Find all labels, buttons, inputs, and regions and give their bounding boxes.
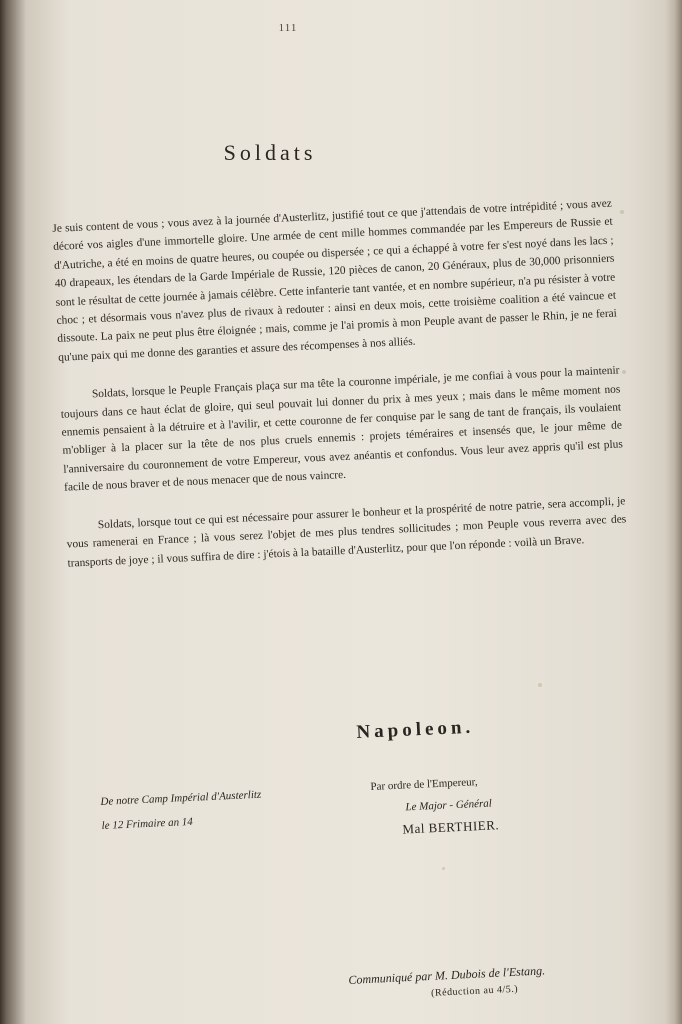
page-number: 111	[278, 22, 298, 34]
camp-line-1: De notre Camp Impérial d'Austerlitz	[100, 788, 262, 808]
page-title: Soldats	[223, 140, 317, 165]
paper-spot	[620, 210, 624, 214]
order-line-1: Par ordre de l'Empereur,	[370, 776, 478, 793]
order-block	[370, 766, 593, 842]
paper-spot	[538, 683, 542, 687]
camp-line-2: le 12 Frimaire an 14	[101, 815, 194, 832]
paper-spot	[622, 370, 626, 374]
order-line-3: Mal BERTHIER.	[402, 817, 500, 837]
proclamation-text	[52, 195, 628, 593]
order-line-2: Le Major - Général	[405, 797, 493, 814]
signature-napoleon: Napoleon.	[356, 716, 475, 743]
page-edge	[664, 0, 682, 1024]
paragraph-3: Soldats, lorsque tout ce qui est nécessaire pour assurer le bonheur et la prospérité de notre patrie, sera accompli, je vous ramenerai en France ; là vous serez l'objet de mes plus tendres sollicitudes ; mon Peuple vous reverra avec des transports de joye ; il vous suffira de dire : j'étois à la bataille d'Austerlitz, pour que l'on réponde : voilà un Brave.	[66, 494, 627, 570]
credit-line-1: Communiqué par M. Dubois de l'Estang.	[348, 963, 546, 987]
paragraph-1: Je suis content de vous ; vous avez à la journée d'Austerlitz, justifié tout ce que j'attendais de votre intrépidité ; vous avez décoré vos aigles d'une immortelle gloire. Une armée de cent mille hommes commandée par les Empereurs de Russie et d'Autriche, a été en moins de quatre heures, ou coupée ou dispersée ; ce qui a échappé à votre fer s'est noyé dans les lacs ; 40 drapeaux, les étendars de la Garde Impériale de Russie, 120 pièces de canon, 20 Généraux, plus de 30,000 prisonniers sont le résultat de cette journée à jamais célèbre. Cette infanterie tant vantée, et en nombre supérieur, n'a pu résister à votre choc ; et désormais vous n'avez plus de rivaux à redouter : ainsi en deux mois, cette troisième coalition a été vaincue et dissoute. La paix ne peut plus être éloignée ; mais, comme je l'ai promis à mon Peuple avant de passer le Rhin, je ne ferai qu'une paix qui me donne des garanties et assure des récompenses à nos alliés.	[52, 197, 618, 364]
paper-spot	[442, 867, 445, 870]
paragraph-2: Soldats, lorsque le Peuple Français plaça sur ma tête la couronne impériale, je me confiai à vous pour la maintenir toujours dans ce haut éclat de gloire, qui seul pouvait lui donner du prix à mes yeux ; mais dans le même moment nos ennemis pensaient à la détruire et à l'avilir, et cette couronne de fer conquise par le sang de tant de français, ils voulaient m'obliger à la placer sur la tête de nos plus cruels ennemis : projets téméraires et insensés que, le jour même de l'anniversaire du couronnement de votre Empereur, vous avez anéantis et confondus. Vous leur avez appris qu'il est plus facile de nous braver et de nous menacer que de nous vaincre.	[60, 364, 624, 494]
credit-note	[348, 957, 649, 1006]
camp-dateline	[100, 780, 332, 838]
book-page	[30, 0, 662, 1024]
credit-line-2: (Réduction au 4/5.)	[430, 983, 519, 999]
